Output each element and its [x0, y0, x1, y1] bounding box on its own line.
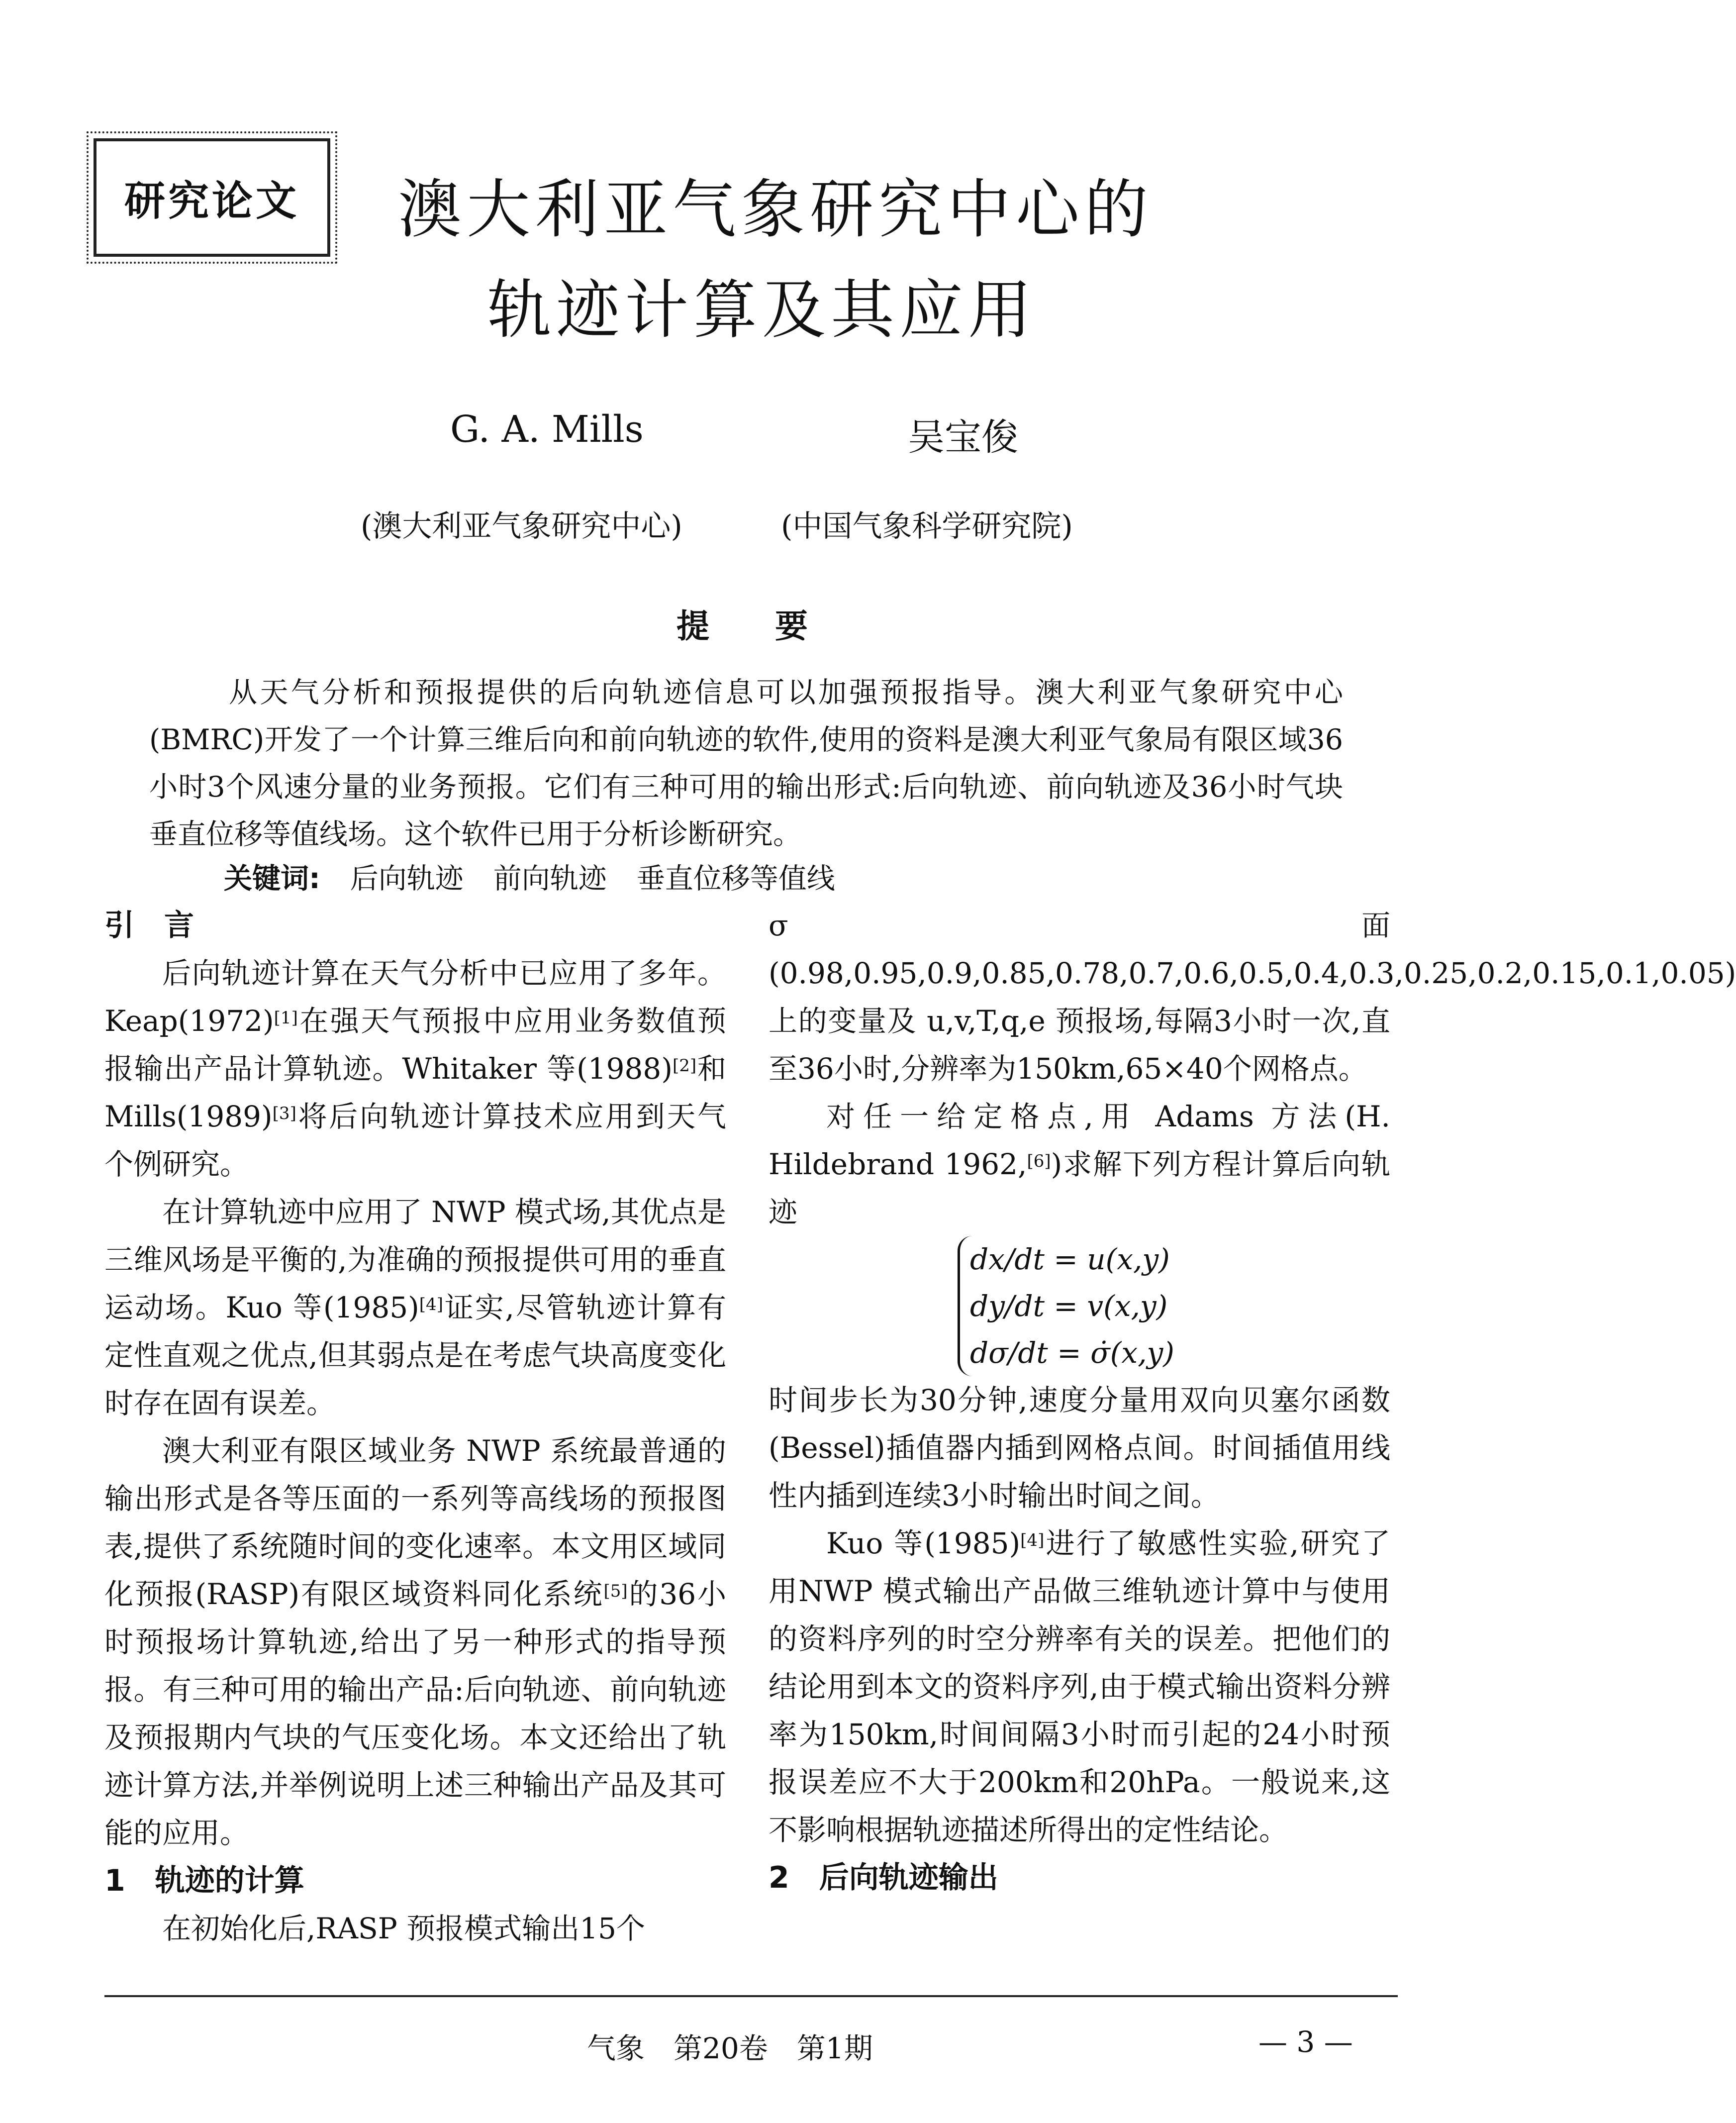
footer-divider	[104, 1995, 1398, 1997]
right-column	[769, 902, 1736, 1902]
footer-page-number: — 3 —	[1258, 2025, 1353, 2059]
article-type-badge: 研究论文	[94, 138, 330, 257]
author-2-name: 吴宝俊	[908, 416, 1018, 459]
keyword-3: 垂直位移等值线	[636, 862, 835, 895]
citation-2: [2]	[672, 1056, 697, 1076]
title-line-2: 轨迹计算及其应用	[487, 273, 1037, 347]
section-2-heading: 2 后向轨迹输出	[769, 1860, 998, 1895]
author-1-affiliation: (澳大利亚气象研究中心)	[361, 509, 682, 544]
interpolation-paragraph: 时间步长为30分钟,速度分量用双向贝塞尔函数(Bessel)插值器内插到网格点间。时间插值用线性内插到连续3小时输出时间之间。	[769, 1383, 1390, 1513]
abstract-text: 从天气分析和预报提供的后向轨迹信息可以加强预报指导。澳大利亚气象研究中心(BMRC)开发了一个计算三维后向和前向轨迹的软件,使用的资料是澳大利亚气象局有限区域36小时3个风速分量的业务预报。它们有三种可用的输出形式:后向轨迹、前向轨迹及36小时气块垂直位移等值线场。这个软件已用于分析诊断研究。	[149, 676, 1343, 851]
footer-journal: 气象 第20卷 第1期	[587, 2031, 873, 2065]
abstract-heading: 提 要	[676, 607, 808, 645]
trajectory-equations	[958, 1236, 1390, 1376]
citation-6: [6]	[1027, 1151, 1051, 1171]
author-2-affiliation: (中国气象科学研究院)	[781, 509, 1073, 544]
citation-4: [4]	[419, 1295, 443, 1314]
citation-3: [3]	[272, 1104, 296, 1123]
citation-5: [5]	[603, 1581, 628, 1601]
equation-2: dy/dt = v(x,y)	[970, 1289, 1168, 1323]
citation-1: [1]	[274, 1008, 298, 1028]
intro-paragraph-2: 在计算轨迹中应用了 NWP 模式场,其优点是三维风场是平衡的,为准确的预报提供可用的垂直运动场。Kuo 等(1985)[4]证实,尽管轨迹计算有定性直观之优点,但其弱点是在考虑气块高度变化时存在固有误差。	[104, 1195, 726, 1420]
intro-heading: 引 言	[104, 908, 194, 943]
author-1-name: G. A. Mills	[450, 408, 644, 451]
keywords-label: 关键词:	[224, 862, 320, 895]
equation-1: dx/dt = u(x,y)	[970, 1242, 1170, 1276]
error-analysis-paragraph: Kuo 等(1985)[4]进行了敏感性实验,研究了用NWP 模式输出产品做三维轨迹计算中与使用的资料序列的时空分辨率有关的误差。把他们的结论用到本文的资料序列,由于模式输出资料分辨率为150km,时间间隔3小时而引起的24小时预报误差应不大于200km和20hPa。一般说来,这不影响根据轨迹描述所得出的定性结论。	[769, 1526, 1390, 1847]
adams-method-paragraph: 对任一给定格点,用 Adams 方法(H. Hildebrand 1962,[6])求解下列方程计算后向轨迹	[769, 1100, 1390, 1229]
left-column	[104, 902, 726, 1952]
sigma-levels-paragraph: σ 面(0.98,0.95,0.9,0.85,0.78,0.7,0.6,0.5,0.4,0.3,0.25,0.2,0.15,0.1,0.05)上的变量及 u,v,T,q,e 预报场,每隔3小时一次,直至36小时,分辨率为150km,65×40个网格点。	[769, 909, 1736, 1086]
keyword-1: 后向轨迹	[350, 862, 464, 895]
title-line-1: 澳大利亚气象研究中心的	[398, 173, 1154, 247]
equation-3: dσ/dt = σ̇(x,y)	[970, 1336, 1174, 1370]
citation-7: [4]	[1020, 1530, 1045, 1550]
section-1-paragraph: 在初始化后,RASP 预报模式输出15个	[162, 1912, 645, 1945]
intro-paragraph-1: 后向轨迹计算在天气分析中已应用了多年。Keap(1972)[1]在强天气预报中应用业务数值预报输出产品计算轨迹。Whitaker 等(1988)[2]和 Mills(1989)[3]将后向轨迹计算技术应用到天气个例研究。	[104, 956, 726, 1181]
keywords-line	[224, 856, 835, 897]
keyword-2: 前向轨迹	[493, 862, 607, 895]
intro-paragraph-3: 澳大利亚有限区域业务 NWP 系统最普通的输出形式是各等压面的一系列等高线场的预报图表,提供了系统随时间的变化速率。本文用区域同化预报(RASP)有限区域资料同化系统[5]的36小时预报场计算轨迹,给出了另一种形式的指导预报。有三种可用的输出产品:后向轨迹、前向轨迹及预报期内气块的气压变化场。本文还给出了轨迹计算方法,并举例说明上述三种输出产品及其可能的应用。	[104, 1434, 726, 1850]
section-1-heading: 1 轨迹的计算	[104, 1863, 304, 1898]
